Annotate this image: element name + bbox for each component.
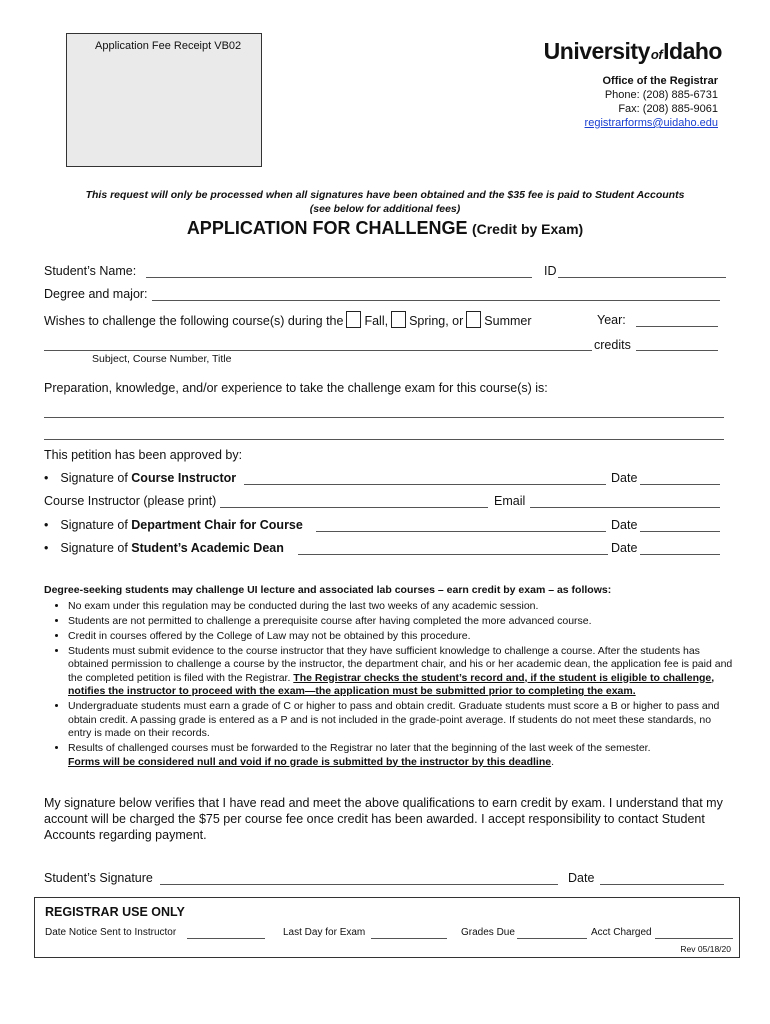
degree-label: Degree and major: xyxy=(44,287,148,301)
year-field[interactable] xyxy=(636,326,718,327)
course-instructor-bold: Course Instructor xyxy=(131,471,237,485)
rule-item: • No exam under this regulation may be conducted during the last two weeks of any academic session. xyxy=(68,600,734,614)
dean-date-label: Date xyxy=(611,541,638,555)
office-fax: Fax: (208) 885-9061 xyxy=(618,103,718,115)
instructor-email-field[interactable] xyxy=(530,507,720,508)
verification-statement: My signature below verifies that I have read and meet the above qualifications to earn credit by exam. I understand that my account will be charged the $75 per course fee once credit has been awarded. I accept responsibility to contact Student Accounts regarding payment. xyxy=(44,796,723,842)
wishes-label: Wishes to challenge the following course(s) during the xyxy=(44,314,344,328)
office-name: Office of the Registrar xyxy=(602,75,718,87)
rule-item: • Students must submit evidence to the course instructor that they have sufficient knowledge to challenge a course. After the students has obtained permission to challenge a course by the instructor, the department chair, and his or her academic dean, the application fee is paid and the completed petition is filed with the Registrar. The Registrar checks the student’s record and, if the student is eligible to challenge, notifies the instructor to proceed with the exam—the application must be submitted prior to completing the exam. xyxy=(68,645,734,699)
student-signature-field[interactable] xyxy=(160,884,558,885)
grades-due-field[interactable] xyxy=(517,938,587,939)
registrar-use-only-box xyxy=(34,897,740,958)
chair-date-field[interactable] xyxy=(640,531,720,532)
id-field[interactable] xyxy=(558,277,726,278)
revision-date: Rev 05/18/20 xyxy=(680,944,731,954)
instructor-email-label: Email xyxy=(494,494,526,508)
rule-item: • Students are not permitted to challenge a prerequisite course after having completed the more advanced course. xyxy=(68,615,734,629)
logo-idaho: Idaho xyxy=(663,38,722,64)
logo-of: of xyxy=(650,47,663,62)
student-date-label: Date xyxy=(568,871,595,885)
rule-item: • Results of challenged courses must be forwarded to the Registrar no later that the beginning of the last week of the semester. Forms will be considered null and void if no grade is submitted by the instructor by this deadline. xyxy=(68,742,734,769)
department-chair-bold: Department Chair for Course xyxy=(131,518,303,532)
rule-item: • Undergraduate students must earn a grade of C or higher to pass and obtain credit. Graduate students must score a B or higher to pass and obtain credit. A passing grade is entered as a P and is not included in the grade-point average. If students do not meet these standards, no entry is made on their records. xyxy=(68,700,734,741)
rules-heading: Degree-seeking students may challenge UI lecture and associated lab courses – earn credit by exam – as follows: xyxy=(44,584,612,596)
fall-checkbox[interactable] xyxy=(346,311,361,328)
rule-item: • Credit in courses offered by the College of Law may not be obtained by this procedure. xyxy=(68,630,734,644)
id-label: ID xyxy=(544,264,557,278)
summer-checkbox[interactable] xyxy=(466,311,481,328)
dean-date-field[interactable] xyxy=(640,554,720,555)
subject-caption: Subject, Course Number, Title xyxy=(92,353,232,365)
notice-line-1: This request will only be processed when all signatures have been obtained and the $35 fee is paid to Student Accounts xyxy=(85,189,685,201)
instructor-signature-field[interactable] xyxy=(244,484,606,485)
acct-charged-label: Acct Charged xyxy=(591,927,652,938)
summer-label: Summer xyxy=(484,314,532,328)
spring-label: Spring, or xyxy=(409,314,464,328)
registrar-title: REGISTRAR USE ONLY xyxy=(45,905,185,919)
office-email-link[interactable]: registrarforms@uidaho.edu xyxy=(584,117,718,129)
instructor-print-field[interactable] xyxy=(220,507,488,508)
form-title xyxy=(30,218,740,239)
acct-charged-field[interactable] xyxy=(655,938,733,939)
date-notice-label: Date Notice Sent to Instructor xyxy=(45,927,177,938)
grades-due-label: Grades Due xyxy=(461,927,515,938)
university-logo xyxy=(544,38,722,65)
instructor-date-field[interactable] xyxy=(640,484,720,485)
chair-signature-field[interactable] xyxy=(316,531,606,532)
notice-line-2: (see below for additional fees) xyxy=(309,203,461,215)
office-contact xyxy=(585,74,718,130)
instructor-print-label: Course Instructor (please print) xyxy=(44,494,217,508)
last-day-field[interactable] xyxy=(371,938,447,939)
rules-list xyxy=(44,600,734,770)
application-fee-receipt-box xyxy=(66,33,262,167)
degree-field[interactable] xyxy=(152,300,720,301)
form-title-main: APPLICATION FOR CHALLENGE xyxy=(186,218,468,238)
chair-date-label: Date xyxy=(611,518,638,532)
course-field[interactable] xyxy=(44,350,592,351)
dean-signature-field[interactable] xyxy=(298,554,608,555)
student-date-field[interactable] xyxy=(600,884,724,885)
date-notice-field[interactable] xyxy=(187,938,265,939)
spring-checkbox[interactable] xyxy=(391,311,406,328)
office-phone: Phone: (208) 885-6731 xyxy=(604,89,718,101)
instructor-date-label: Date xyxy=(611,471,638,485)
logo-university: University xyxy=(543,38,650,64)
student-name-label: Student’s Name: xyxy=(44,264,137,278)
fall-label: Fall, xyxy=(364,314,389,328)
dean-signature-row: • Signature of Student’s Academic Dean xyxy=(44,541,284,555)
year-label: Year: xyxy=(597,313,626,327)
semester-row xyxy=(44,311,532,328)
rule-emphasis: The Registrar checks the student’s record and, if the student is eligible to challenge, notifies the instructor to proceed with the exam—the application must be submitted prior to completing the exam. xyxy=(68,671,715,697)
processing-notice xyxy=(30,188,740,216)
receipt-label: Application Fee Receipt VB02 xyxy=(95,40,242,52)
student-signature-label: Student’s Signature xyxy=(44,871,153,885)
academic-dean-bold: Student’s Academic Dean xyxy=(131,541,284,555)
chair-signature-row: • Signature of Department Chair for Course xyxy=(44,518,303,532)
challenge-rules xyxy=(44,584,734,771)
approved-label: This petition has been approved by: xyxy=(44,448,243,462)
last-day-label: Last Day for Exam xyxy=(283,927,366,938)
form-title-sub: (Credit by Exam) xyxy=(471,221,584,237)
rule-emphasis: Forms will be considered null and void if no grade is submitted by the instructor by this deadline xyxy=(68,755,552,768)
instructor-signature-row: • Signature of Course Instructor xyxy=(44,471,237,485)
preparation-field-line-2[interactable] xyxy=(44,439,724,440)
preparation-label: Preparation, knowledge, and/or experience to take the challenge exam for this course(s) is: xyxy=(44,381,548,395)
credits-label: credits xyxy=(594,338,631,352)
preparation-field-line-1[interactable] xyxy=(44,417,724,418)
student-name-field[interactable] xyxy=(146,277,532,278)
credits-field[interactable] xyxy=(636,350,718,351)
